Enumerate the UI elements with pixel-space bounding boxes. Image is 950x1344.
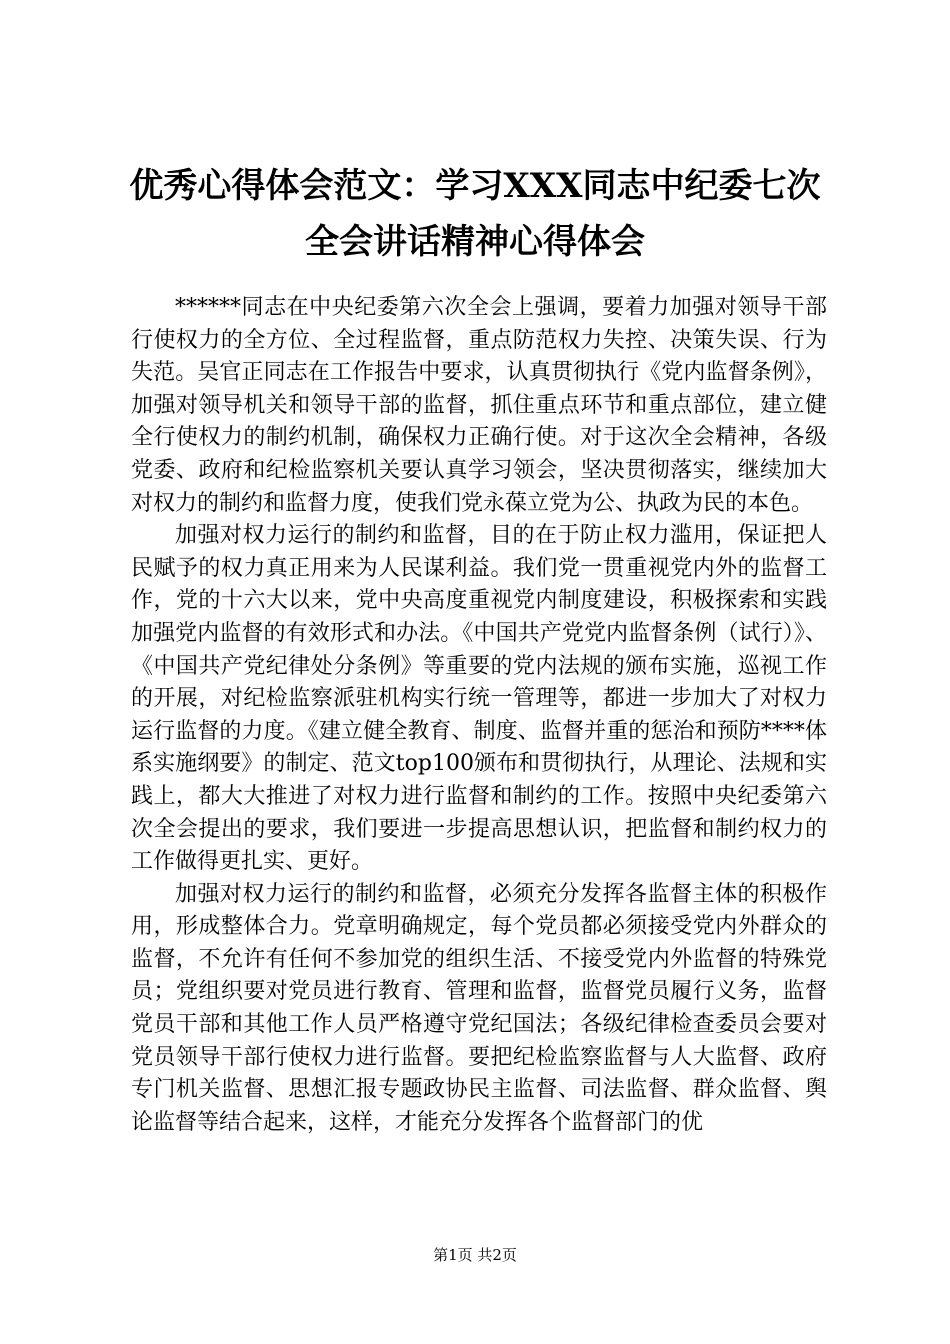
paragraph-3: 加强对权力运行的制约和监督，必须充分发挥各监督主体的积极作用，形成整体合力。党章明确规定，每个党员都必须接受党内外群众的监督，不允许有任何不参加党的组织生活、不接受党内外监督的特殊党员；党组织要对党员进行教育、管理和监督，监督党员履行义务，监督党员干部和其他工作人员严格遵守党纪国法；各级纪律检查委员会要对党员领导干部行使权力进行监督。要把纪检监察监督与人大监督、政府专门机关监督、思想汇报专题政协民主监督、司法监督、群众监督、舆论监督等结合起来，这样，才能充分发挥各个监督部门的优 bbox=[131, 881, 827, 1135]
title-line-2: 全会讲话精神心得体会 bbox=[305, 222, 645, 262]
paragraph-2: 加强对权力运行的制约和监督，目的在于防止权力滥用，保证把人民赋予的权力真正用来为人民谋利益。我们党一贯重视党内外的监督工作，党的十六大以来，党中央高度重视党内制度建设，积极探索和实践加强党内监督的有效形式和办法。《中国共产党党内监督条例（试行）》、《中国共产党纪律处分条例》等重要的党内法规的颁布实施，巡视工作的开展，对纪检监察派驻机构实行统一管理等，都进一步加大了对权力运行监督的力度。《建立健全教育、制度、监督并重的惩治和预防****体系实施纲要》的制定、范文top100颁布和贯彻执行，从理论、法规和实践上，都大大推进了对权力进行监督和制约的工作。按照中央纪委第六次全会提出的要求，我们要进一步提高思想认识，把监督和制约权力的工作做得更扎实、更好。 bbox=[131, 523, 827, 875]
document-title bbox=[100, 158, 850, 270]
document-body bbox=[131, 292, 827, 1139]
title-line-1: 优秀心得体会范文：学习XXX同志中纪委七次 bbox=[129, 166, 821, 206]
paragraph-1: ******同志在中央纪委第六次全会上强调，要着力加强对领导干部行使权力的全方位、全过程监督，重点防范权力失控、决策失误、行为失范。吴官正同志在工作报告中要求，认真贯彻执行《党内监督条例》，加强对领导机关和领导干部的监督，抓住重点环节和重点部位，建立健全行使权力的制约机制，确保权力正确行使。对于这次全会精神，各级党委、政府和纪检监察机关要认真学习领会，坚决贯彻落实，继续加大对权力的制约和监督力度，使我们党永葆立党为公、执政为民的本色。 bbox=[131, 295, 827, 516]
page-footer: 第1页 共2页 bbox=[433, 1246, 517, 1264]
